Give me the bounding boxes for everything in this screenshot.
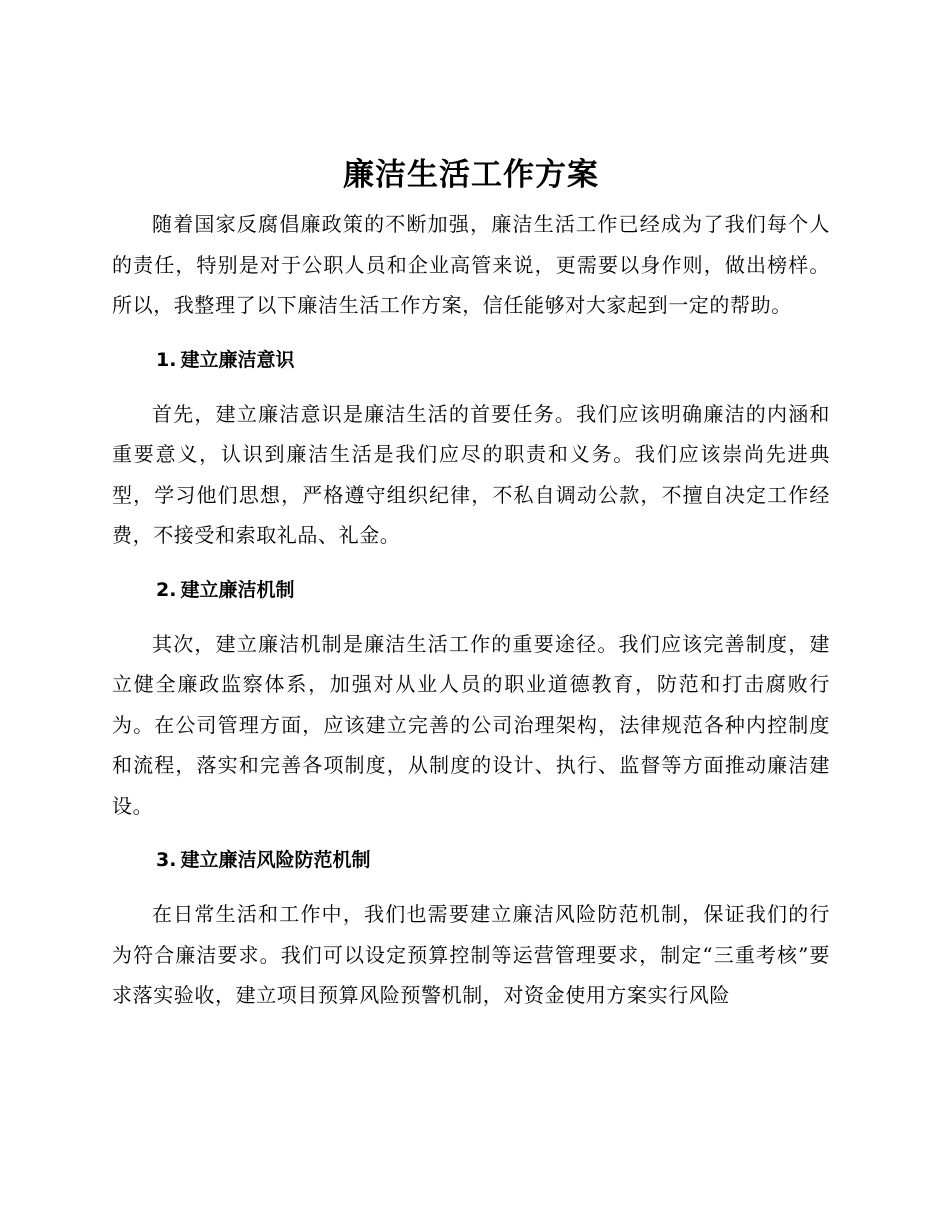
document-page: [112, 150, 830, 1016]
document-title: 廉洁生活工作方案: [343, 157, 599, 193]
section-heading-text: 建立廉洁风险防范机制: [180, 849, 371, 871]
section-number: 1.: [156, 348, 177, 371]
section-body-2: 其次，建立廉洁机制是廉洁生活工作的重要途径。我们应该完善制度，建立健全廉政监察体系，加强对从业人员的职业道德教育，防范和打击腐败行为。在公司管理方面，应该建立完善的公司治理架构，法律规范各种内控制度和流程，落实和完善各项制度，从制度的设计、执行、监督等方面推动廉洁建设。: [112, 631, 830, 818]
section-heading-text: 建立廉洁意识: [180, 348, 295, 371]
section-heading-text: 建立廉洁机制: [180, 578, 295, 601]
section-body-3: 在日常生活和工作中，我们也需要建立廉洁风险防范机制，保证我们的行为符合廉洁要求。我们可以设定预算控制等运营管理要求，制定“三重考核”要求落实验收，建立项目预算风险预警机制，对资金使用方案实行风险: [112, 902, 830, 1007]
section-heading-2: [156, 570, 830, 610]
section-heading-1: [156, 340, 830, 380]
section-number: 2.: [156, 578, 177, 601]
intro-paragraph: 随着国家反腐倡廉政策的不断加强，廉洁生活工作已经成为了我们每个人的责任，特别是对于公职人员和企业高管来说，更需要以身作则，做出榜样。所以，我整理了以下廉洁生活工作方案，信任能够对大家起到一定的帮助。: [112, 212, 830, 317]
section-body-1: 首先，建立廉洁意识是廉洁生活的首要任务。我们应该明确廉洁的内涵和重要意义，认识到廉洁生活是我们应尽的职责和义务。我们应该崇尚先进典型，学习他们思想，严格遵守组织纪律，不私自调动公款，不擅自决定工作经费，不接受和索取礼品、礼金。: [112, 401, 830, 547]
section-number: 3.: [156, 849, 177, 871]
section-heading-3: [156, 840, 830, 880]
